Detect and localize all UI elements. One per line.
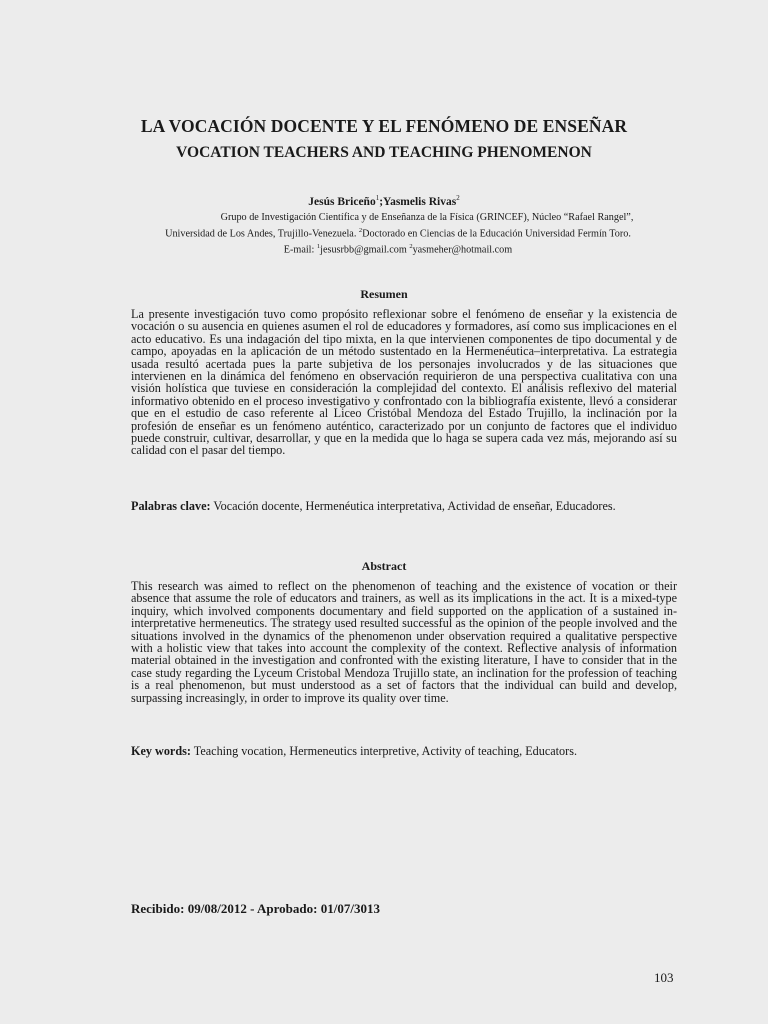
received-approved-dates: Recibido: 09/08/2012 - Aprobado: 01/07/3013 — [131, 901, 380, 916]
page-number: 103 — [654, 970, 674, 985]
resumen-heading: Resumen — [360, 287, 408, 301]
title-english: VOCATION TEACHERS AND TEACHING PHENOMENON — [176, 144, 592, 161]
abstract-keywords-text: Teaching vocation, Hermeneutics interpretive, Activity of teaching, Educators. — [190, 744, 578, 758]
abstract-body: This research was aimed to reflect on the phenomenon of teaching and the existence of vocation or their absence that assume the role of educators and trainers, as well as its implications in the act. It is a mixed-type inquiry, which involved components documentary and field supported on the application of a sustained in-interpretative hermeneutics. The strategy used resulted successful as the opinion of the people involved and the situations involved in the dynamics of the phenomenon under observation required a qualitative perspective with a holistic view that takes into account the complexity of the context. Reflective analysis of information material obtained in the investigation and confronted with the existing literature, I have to consider that in the case study regarding the Lyceum Cristobal Mendoza Trujillo state, an inclination for the profession of teaching is a real phenomenon, but must understood as a set of factors that the individual can build and develop, surpassing increasingly, in order to improve its quality over time. — [131, 579, 677, 705]
affiliation-block — [128, 211, 668, 257]
email-1[interactable]: jesusrbb@gmail.com — [320, 244, 410, 256]
affiliation-line-2b: Doctorado en Ciencias de la Educación Universidad Fermín Toro. — [362, 228, 631, 240]
author-separator: ; — [379, 195, 384, 208]
affiliation-line-2 — [128, 224, 668, 240]
abstract-keywords-label: Key words: — [131, 744, 191, 758]
resumen-keywords — [131, 499, 677, 513]
email-sup-1: 1 — [316, 243, 321, 251]
author-1-sup: 1 — [375, 194, 380, 202]
email-label: E-mail: — [283, 244, 317, 256]
email-sup-2: 2 — [409, 243, 413, 251]
title-spanish: LA VOCACIÓN DOCENTE Y EL FENÓMENO DE ENSEÑAR — [140, 116, 628, 136]
author-2: Yasmelis Rivas — [383, 195, 457, 208]
abstract-heading: Abstract — [361, 559, 407, 573]
author-1: Jesús Briceño — [308, 195, 376, 208]
resumen-body: La presente investigación tuvo como propósito reflexionar sobre el fenómeno de enseñar y la existencia de vocación o su ausencia en quienes asumen el rol de educadores y formadores, así como sus implicaciones en el acto educativo. Es una indagación del tipo mixta, en la que intervienen componentes de tipo documental y de campo, apoyadas en la aplicación de un método sustentado en la Hermenéutica–interpretativa. La estrategia usada resultó acertada pues la parte subjetiva de los personajes involucrados y de las situaciones que intervienen en la dinámica del fenómeno en observación requirieron de una perspectiva cualitativa con una visión holística que tuviese en consideración la complejidad del contexto. El análisis reflexivo del material informativo obtenido en el proceso investigativo y confrontado con la bibliografía existente, llevó a considerar que en el estudio de caso referente al Liceo Cristóbal Mendoza del Estado Trujillo, la inclinación por la profesión de enseñar es un fenómeno auténtico, caracterizado por un conjunto de factores que el individuo puede construir, cultivar, desarrollar, y que en la medida que lo haga se supera cada vez más, mejorando así su calidad con el pasar del tiempo. — [131, 307, 677, 458]
author-line — [0, 194, 768, 208]
author-2-sup: 2 — [456, 194, 460, 202]
affiliation-line-2a: Universidad de Los Andes, Trujillo-Venezuela. — [165, 228, 359, 240]
email-line — [128, 240, 668, 256]
resumen-keywords-text: Vocación docente, Hermenéutica interpretativa, Actividad de enseñar, Educadores. — [210, 499, 616, 513]
abstract-keywords — [131, 744, 677, 758]
affiliation-line-1: Grupo de Investigación Científica y de Enseñanza de la Física (GRINCEF), Núcleo “Rafael Rangel”, — [220, 212, 634, 223]
resumen-keywords-label: Palabras clave: — [131, 499, 211, 513]
affiliation-line-2-sup: 2 — [358, 227, 363, 234]
email-2[interactable]: yasmeher@hotmail.com — [412, 244, 513, 256]
